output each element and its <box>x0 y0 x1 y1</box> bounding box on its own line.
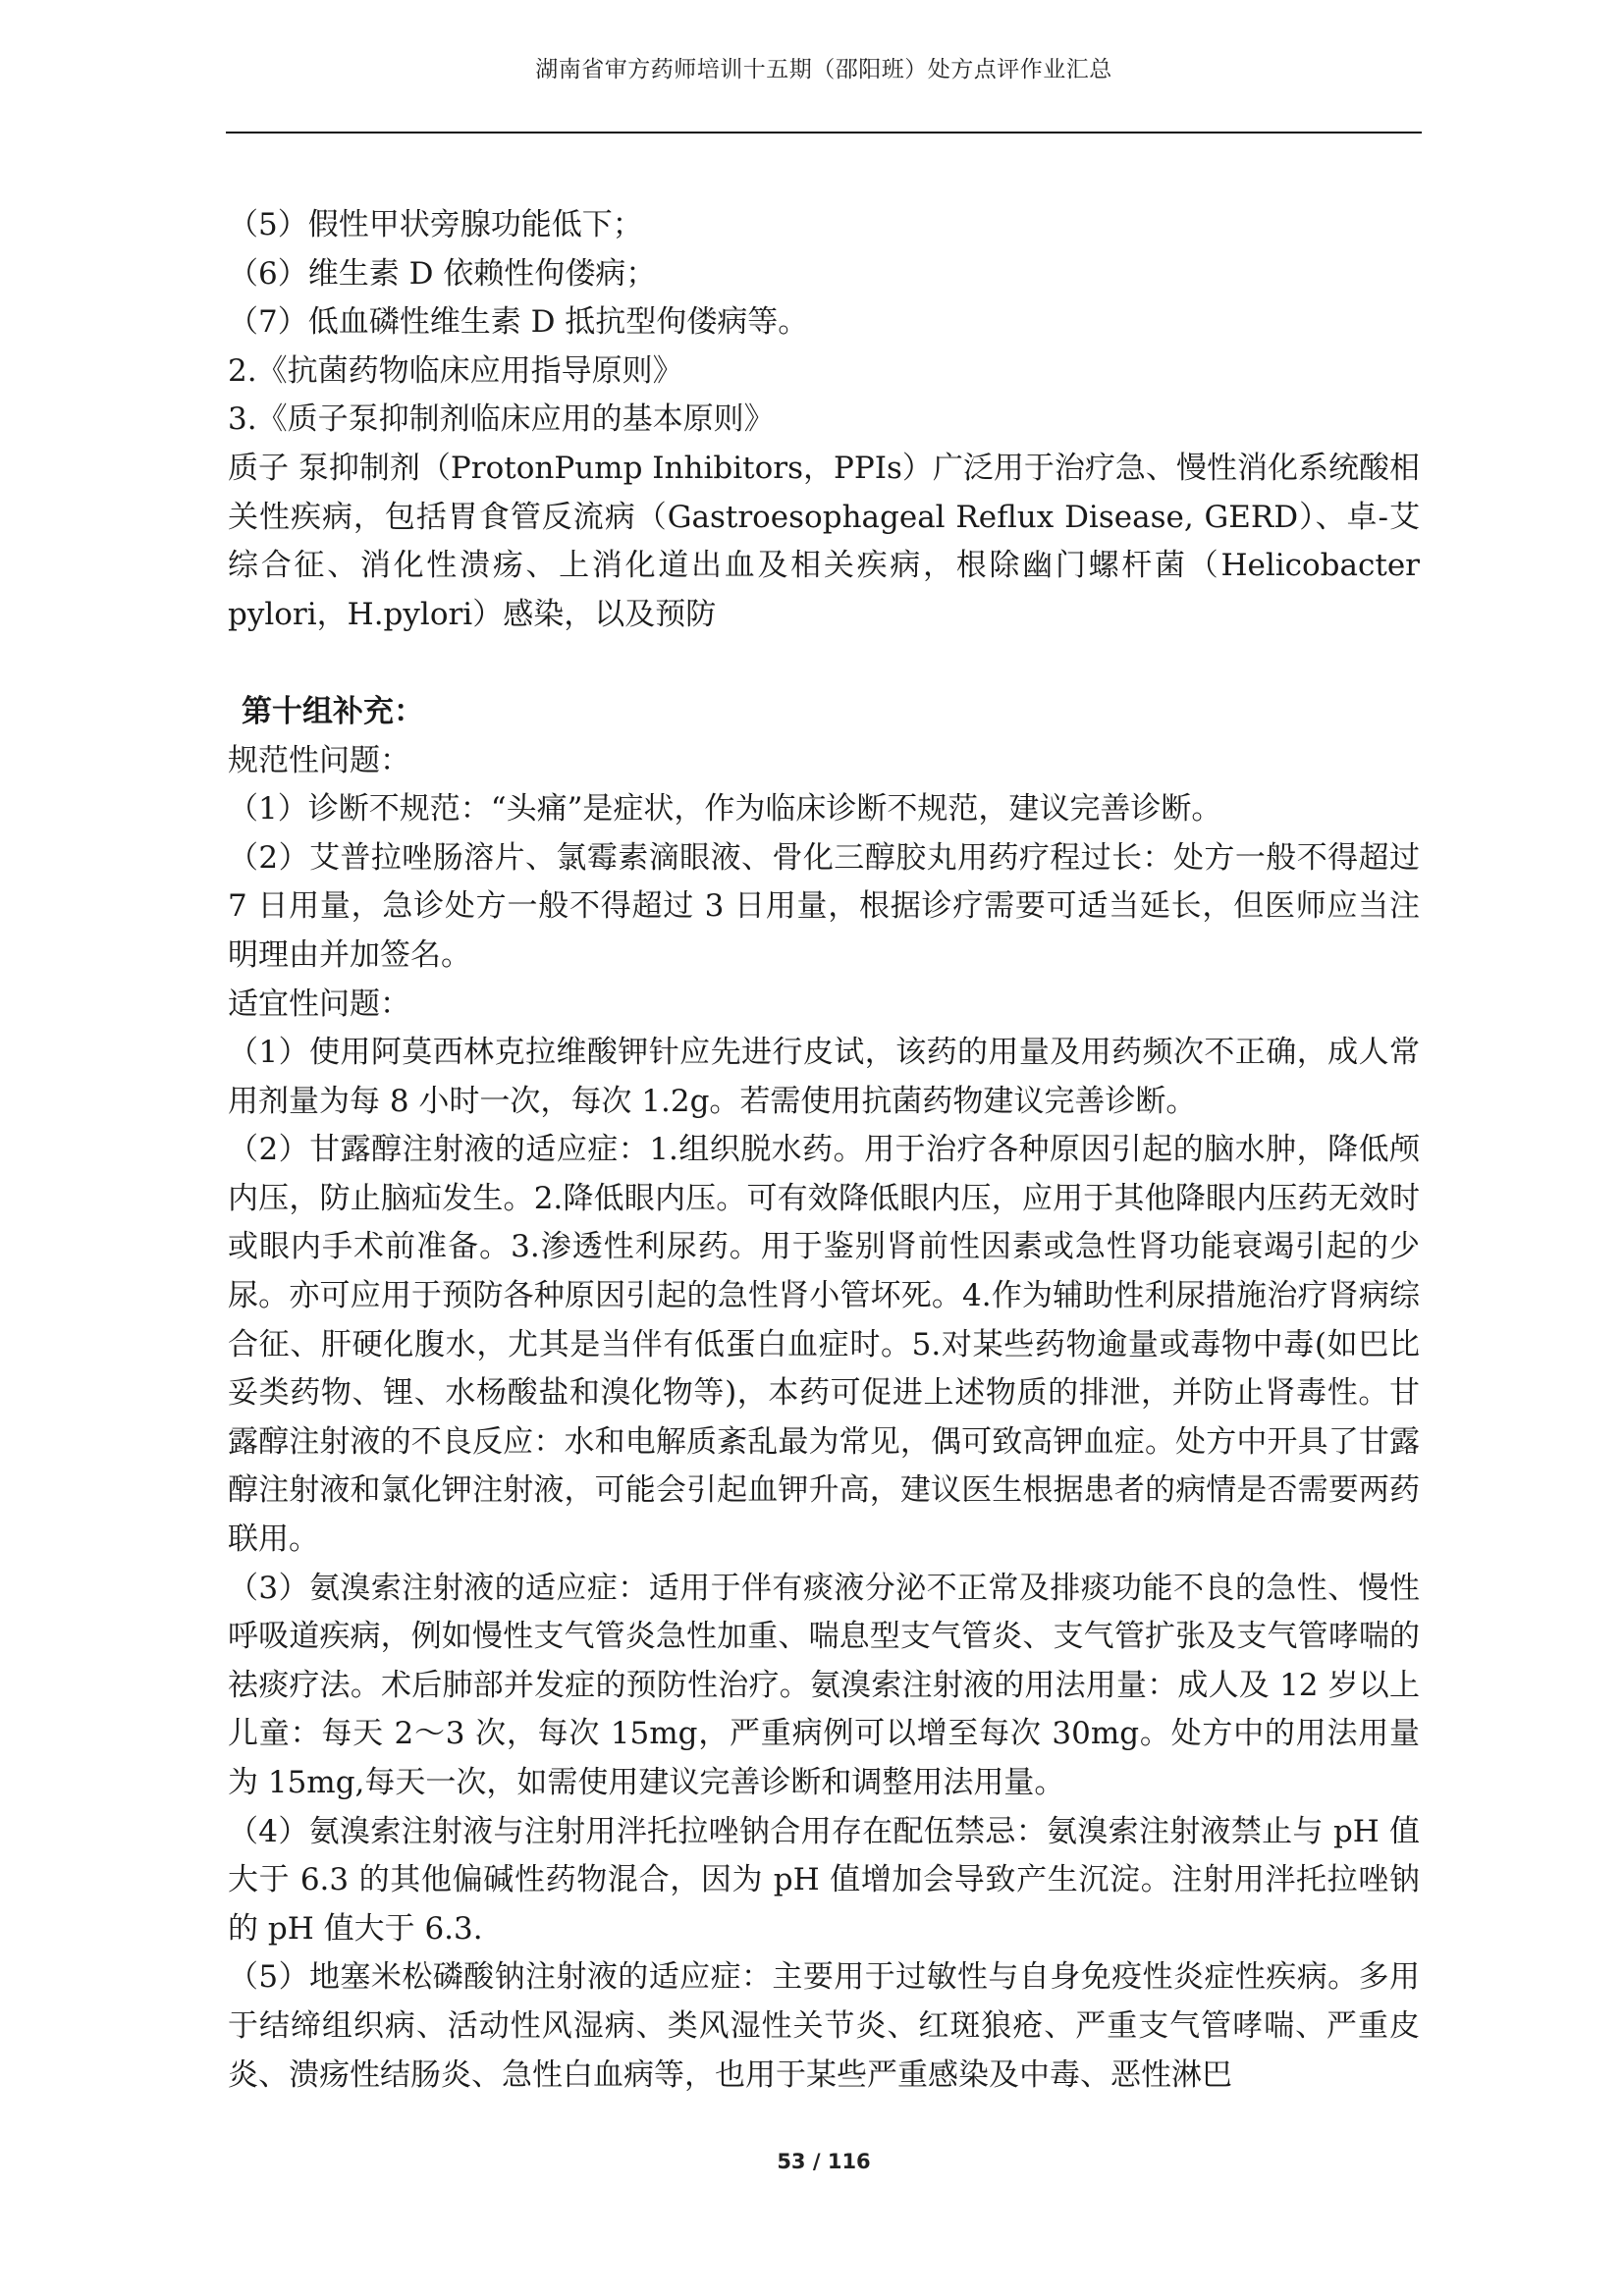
appropriateness-issue-3: （3）氨溴索注射液的适应症：适用于伴有痰液分泌不正常及排痰功能不良的急性、慢性呼吸道疾病，例如慢性支气管炎急性加重、喘息型支气管炎、支气管扩张及支气管哮喘的祛痰疗法。术后肺部并发症的预防性治疗。氨溴索注射液的用法用量：成人及 12 岁以上儿童：每天 2～3 次，每次 15mg，严重病例可以增至每次 30mg。处方中的用法用量为 15mg,每天一次，如需使用建议完善诊断和调整用法用量。 <box>228 1570 1420 1800</box>
appropriateness-issue-4: （4）氨溴索注射液与注射用泮托拉唑钠合用存在配伍禁忌：氨溴索注射液禁止与 pH 值大于 6.3 的其他偏碱性药物混合，因为 pH 值增加会导致产生沉淀。注射用泮托拉唑钠的 pH 值大于 6.3. <box>228 1813 1420 1947</box>
paragraph-item-5: （5）假性甲状旁腺功能低下； <box>228 207 643 242</box>
appropriateness-issue-5: （5）地塞米松磷酸钠注射液的适应症：主要用于过敏性与自身免疫性炎症性疾病。多用于结缔组织病、活动性风湿病、类风湿性关节炎、红斑狼疮、严重支气管哮喘、严重皮炎、溃疡性结肠炎、急性白血病等，也用于某些严重感染及中毒、恶性淋巴 <box>228 1959 1420 2093</box>
section-heading: 第十组补充： <box>242 693 424 729</box>
page-header: 湖南省审方药师培训十五期（邵阳班）处方点评作业汇总 <box>535 57 1112 82</box>
normative-issue-1: （1）诊断不规范：“头痛”是症状，作为临床诊断不规范，建议完善诊断。 <box>228 791 1222 828</box>
appropriateness-issue-2: （2）甘露醇注射液的适应症：1.组织脱水药。用于治疗各种原因引起的脑水肿，降低颅内压，防止脑疝发生。2.降低眼内压。可有效降低眼内压，应用于其他降眼内压药无效时或眼内手术前准备。3.渗透性利尿药。用于鉴别肾前性因素或急性肾功能衰竭引起的少尿。亦可应用于预防各种原因引起的急性肾小管坏死。4.作为辅助性利尿措施治疗肾病综合征、肝硬化腹水，尤其是当伴有低蛋白血症时。5.对某些药物逾量或毒物中毒(如巴比妥类药物、锂、水杨酸盐和溴化物等)，本药可促进上述物质的排泄，并防止肾毒性。甘露醇注射液的不良反应：水和电解质紊乱最为常见，偶可致高钾血症。处方中开具了甘露醇注射液和氯化钾注射液，可能会引起血钾升高，建议医生根据患者的病情是否需要两药联用。 <box>228 1132 1420 1558</box>
appropriateness-issue-1: （1）使用阿莫西林克拉维酸钾针应先进行皮试，该药的用量及用药频次不正确，成人常用剂量为每 8 小时一次，每次 1.2g。若需使用抗菌药物建议完善诊断。 <box>228 1035 1420 1119</box>
document-body <box>228 201 1420 2100</box>
ppi-description-paragraph: 质子 泵抑制剂（ProtonPump Inhibitors，PPIs）广泛用于治疗急、慢性消化系统酸相关性疾病，包括胃食管反流病（Gastroesophageal Reflux Disease, GERD）、卓-艾综合征、消化性溃疡、上消化道出血及相关疾病，根除幽门螺杆菌（Helicobacter pylori，H.pylori）感染，以及预防 <box>228 450 1420 632</box>
paragraph-item-6: （6）维生素 D 依赖性佝偻病； <box>228 255 657 292</box>
subsection-heading-normative: 规范性问题： <box>228 742 410 778</box>
page-number: 53 / 116 <box>777 2150 871 2173</box>
header-rule <box>226 132 1422 133</box>
normative-issue-2: （2）艾普拉唑肠溶片、氯霉素滴眼液、骨化三醇胶丸用药疗程过长：处方一般不得超过 7 日用量，急诊处方一般不得超过 3 日用量，根据诊疗需要可适当延长，但医师应当注明理由并加签名。 <box>228 839 1420 973</box>
reference-antibacterial-guideline: 2.《抗菌药物临床应用指导原则》 <box>228 352 683 389</box>
reference-ppi-principles: 3.《质子泵抑制剂临床应用的基本原则》 <box>228 401 775 438</box>
subsection-heading-appropriateness: 适宜性问题： <box>228 986 410 1022</box>
paragraph-item-7: （7）低血磷性维生素 D 抵抗型佝偻病等。 <box>228 304 809 341</box>
